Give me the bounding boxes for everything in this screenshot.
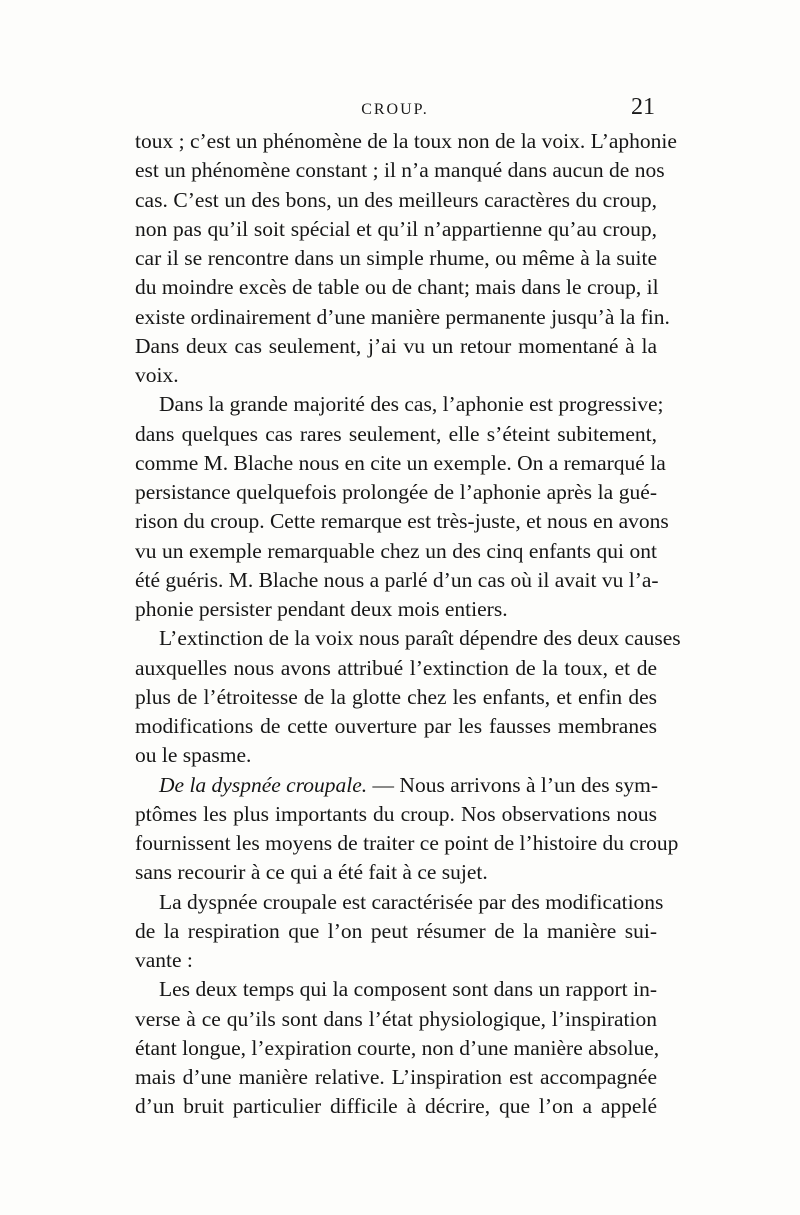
- text-line: vu un exemple remarquable chez un des cinq enfants qui ont: [135, 538, 657, 563]
- text-line: mais d’une manière relative. L’inspiration est accompagnée: [135, 1065, 657, 1089]
- section-heading-line: [135, 771, 657, 800]
- text-run: — Nous arrivons à l’un des sym-: [367, 772, 658, 797]
- text-line: phonie persister pendant deux mois entiers.: [135, 597, 508, 621]
- running-title: CROUP.: [361, 101, 429, 118]
- text-line: est un phénomène constant ; il n’a manqué dans aucun de nos: [135, 158, 665, 183]
- body-text: [135, 127, 681, 1122]
- text-line: verse à ce qu’ils sont dans l’état physiologique, l’inspiration: [135, 1006, 657, 1031]
- text-line: fournissent les moyens de traiter ce point de l’histoire du croup: [135, 831, 679, 855]
- text-line: auxquelles nous avons attribué l’extinction de la toux, et de: [135, 655, 657, 680]
- text-line: voix.: [135, 363, 179, 387]
- text-line: du moindre excès de table ou de chant; mais dans le croup, il: [135, 275, 659, 300]
- text-line: car il se rencontre dans un simple rhume, ou même à la suite: [135, 246, 657, 270]
- text-line: ptômes les plus importants du croup. Nos observations nous: [135, 801, 657, 826]
- text-line: L’extinction de la voix nous paraît dépendre des deux causes: [159, 626, 681, 651]
- text-line: rison du croup. Cette remarque est très-juste, et nous en avons: [135, 509, 669, 534]
- text-line: cas. C’est un des bons, un des meilleurs caractères du croup,: [135, 187, 657, 212]
- running-head: [135, 94, 655, 124]
- page-number: 21: [631, 94, 655, 120]
- text-line: sans recourir à ce qui a été fait à ce sujet.: [135, 860, 488, 885]
- text-line: non pas qu’il soit spécial et qu’il n’appartienne qu’au croup,: [135, 216, 657, 241]
- text-line: Dans deux cas seulement, j’ai vu un retour momentané à la: [135, 333, 657, 358]
- text-line: étant longue, l’expiration courte, non d’une manière absolue,: [135, 1035, 660, 1060]
- text-line: d’un bruit particulier difficile à décrire, que l’on a appelé: [135, 1094, 657, 1119]
- text-line: vante :: [135, 948, 193, 972]
- text-line: existe ordinairement d’une manière permanente jusqu’à la fin.: [135, 304, 670, 329]
- text-line: Les deux temps qui la composent sont dans un rapport in-: [159, 977, 657, 1002]
- section-heading: De la dyspnée croupale.: [159, 772, 368, 797]
- text-line: de la respiration que l’on peut résumer de la manière sui-: [135, 918, 657, 943]
- text-line: persistance quelquefois prolongée de l’aphonie après la gué-: [135, 480, 657, 504]
- text-line: dans quelques cas rares seulement, elle s’éteint subitement,: [135, 421, 657, 446]
- text-line: modifications de cette ouverture par les fausses membranes: [135, 714, 657, 738]
- text-line: ou le spasme.: [135, 743, 252, 768]
- text-line: été guéris. M. Blache nous a parlé d’un cas où il avait vu l’a-: [135, 567, 659, 592]
- text-line: plus de l’étroitesse de la glotte chez les enfants, et enfin des: [135, 684, 657, 709]
- text-line: toux ; c’est un phénomène de la toux non de la voix. L’aphonie: [135, 129, 677, 153]
- text-line: comme M. Blache nous en cite un exemple. On a remarqué la: [135, 450, 666, 475]
- text-line: Dans la grande majorité des cas, l’aphonie est progressive;: [159, 392, 664, 417]
- text-line: La dyspnée croupale est caractérisée par des modifications: [159, 889, 664, 914]
